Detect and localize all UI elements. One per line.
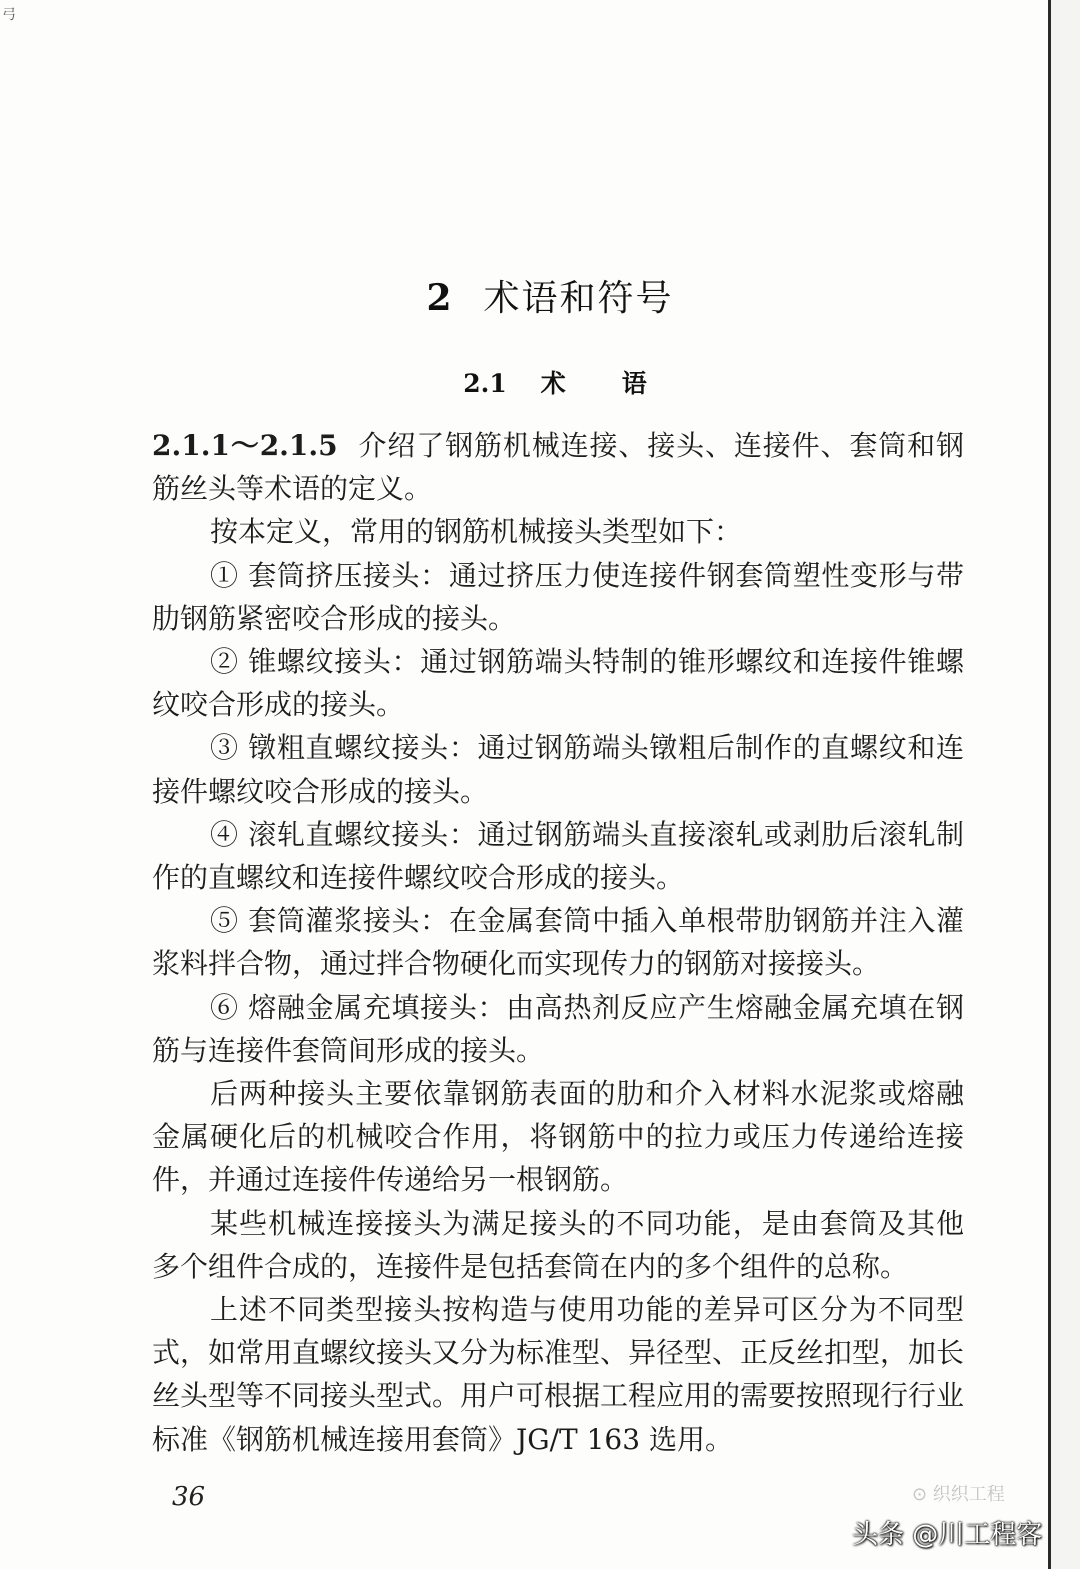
paragraph: ⑥ 熔融金属充填接头：由高热剂反应产生熔融金属充填在钢筋与连接件套筒间形成的接头。 [152, 990, 964, 1067]
paragraph-clause [152, 424, 964, 510]
paragraph: 上述不同类型接头按构造与使用功能的差异可区分为不同型式，如常用直螺纹接头又分为标准型、异径型、正反丝扣型，加长丝头型等不同接头型式。用户可根据工程应用的需要按照现行行业标准《钢筋机械连接用套筒》JG/T 163 选用。 [152, 1293, 965, 1456]
paragraph: ③ 镦粗直螺纹接头：通过钢筋端头镦粗后制作的直螺纹和连接件螺纹咬合形成的接头。 [152, 731, 964, 808]
section-title [0, 364, 1080, 400]
section-title-part2: 语 [621, 369, 647, 398]
paragraph: ② 锥螺纹接头：通过钢筋端头特制的锥形螺纹和连接件锥螺纹咬合形成的接头。 [152, 645, 964, 722]
paragraph: ① 套筒挤压接头：通过挤压力使连接件钢套筒塑性变形与带肋钢筋紧密咬合形成的接头。 [152, 558, 964, 635]
corner-mark: 弓 [2, 7, 16, 23]
page-number: 36 [172, 1482, 206, 1512]
scan-edge-line [1048, 0, 1051, 1569]
scan-margin [1051, 0, 1080, 1569]
paragraph: ⑤ 套筒灌浆接头：在金属套筒中插入单根带肋钢筋并注入灌浆料拌合物，通过拌合物硬化而实现传力的钢筋对接接头。 [152, 904, 964, 981]
paragraph: 按本定义，常用的钢筋机械接头类型如下： [210, 515, 743, 549]
paragraph: 后两种接头主要依靠钢筋表面的肋和介入材料水泥浆或熔融金属硬化后的机械咬合作用，将钢筋中的拉力或压力传递给连接件，并通过连接件传递给另一根钢筋。 [152, 1077, 964, 1197]
paragraph: 某些机械连接接头为满足接头的不同功能，是由套筒及其他多个组件合成的，连接件是包括套筒在内的多个组件的总称。 [152, 1206, 964, 1283]
paragraph: ④ 滚轧直螺纹接头：通过钢筋端头直接滚轧或剥肋后滚轧制作的直螺纹和连接件螺纹咬合形成的接头。 [152, 817, 964, 895]
watermark: 头条 @川工程客 [852, 1520, 1043, 1550]
chapter-number: 2 [426, 277, 454, 319]
paragraph-text: 介绍了钢筋机械连接、接头、连接件、套筒和钢筋丝头等术语的定义。 [152, 429, 964, 506]
chapter-title-text: 术语和符号 [483, 278, 674, 319]
watermark-faint: ⊙ 织织工程 [912, 1484, 1005, 1505]
chapter-title [0, 270, 1080, 321]
section-number: 2.1 [463, 369, 507, 398]
clause-number: 2.1.1～2.1.5 [152, 429, 338, 462]
section-title-part1: 术 [540, 369, 566, 398]
body-text [152, 424, 964, 1461]
